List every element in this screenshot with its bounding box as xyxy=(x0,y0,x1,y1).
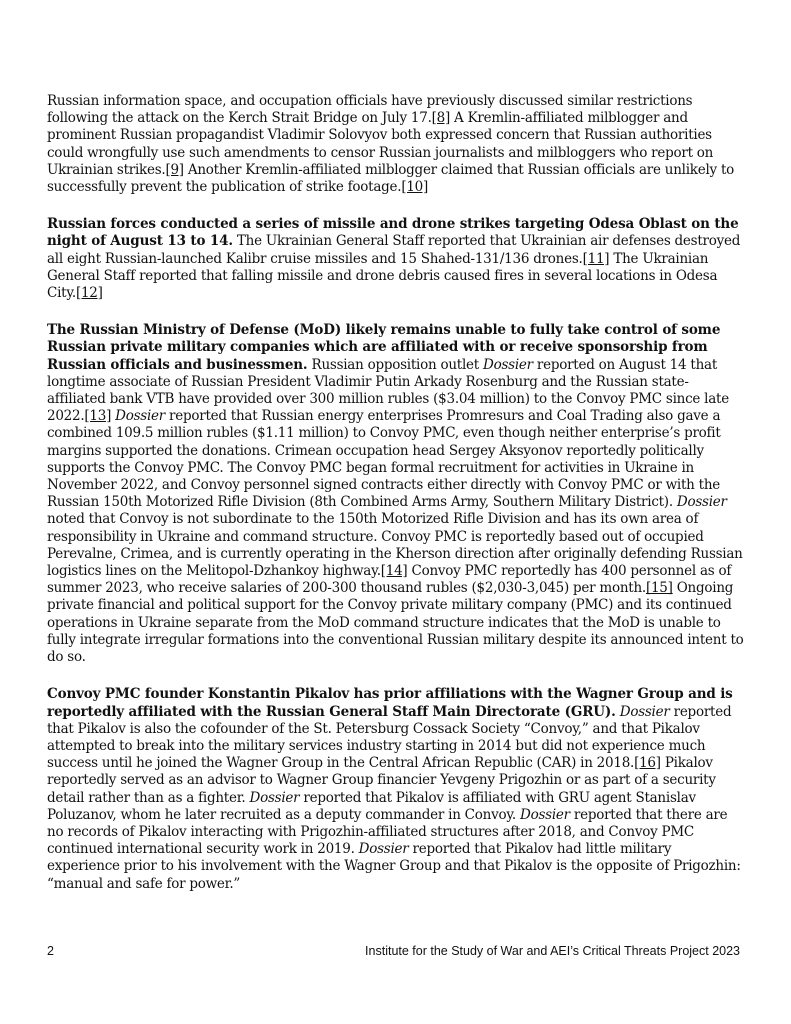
outlet-name: Dossier xyxy=(115,408,165,425)
paragraph-3-lead: The Russian Ministry of Defense (MoD) likely remains unable to fully take control of some Russian private military companies which are affiliated with or receive sponsorship from Russian officials and businessmen. xyxy=(47,322,721,373)
footer-source: Institute for the Study of War and AEI’s Critical Threats Project 2023 xyxy=(365,944,740,958)
footnote-link-14[interactable]: [14] xyxy=(380,563,408,580)
footnote-link-16[interactable]: [16] xyxy=(634,755,661,772)
paragraph-2: Russian forces conducted a series of missile and drone strikes targeting Odesa Oblast on the night of August 13 to 14. The Ukrainian General Staff reported that Ukrainian air defenses destroyed all eight Russian-launched Kalibr cruise missiles and 15 Shahed-131/136 drones.[11] The Ukrainian General Staff reported that falling missile and drone debris caused fires in several locations in Odesa City.[12] xyxy=(47,216,741,302)
outlet-name: Dossier xyxy=(676,494,727,511)
footnote-link-12[interactable]: [12] xyxy=(75,285,103,302)
footnote-link-15[interactable]: [15] xyxy=(645,580,673,597)
page-footer xyxy=(47,944,740,960)
footnote-link-10[interactable]: [10] xyxy=(401,179,429,196)
paragraph-1: Russian information space, and occupation officials have previously discussed similar restrictions following the attack on the Kerch Strait Bridge on July 17.[8] A Kremlin-affiliated milblogger and prominent Russian propagandist Vladimir Solovyov both expressed concern that Russian authorities could wrongfully use such amendments to censor Russian journalists and milbloggers who report on Ukrainian strikes.[9] Another Kremlin-affiliated milblogger claimed that Russian officials are unlikely to successfully prevent the publication of strike footage.[10] xyxy=(47,93,735,196)
footnote-link-8[interactable]: [8] xyxy=(431,110,451,127)
outlet-name: Dossier xyxy=(358,841,409,858)
outlet-name: Dossier xyxy=(249,789,300,806)
outlet-name: Dossier xyxy=(520,806,570,823)
paragraph-3: The Russian Ministry of Defense (MoD) likely remains unable to fully take control of some Russian private military companies which are affiliated with or receive sponsorship from Russian officials and businessmen. Russian opposition outlet Dossier reported on August 14 that longtime associate of Russian President Vladimir Putin Arkady Rosenburg and the Russian state-affiliated bank VTB have provided over 300 million rubles ($3.04 million) to the Convoy PMC since late 2022.[13] Dossier reported that Russian energy enterprises Promresurs and Coal Trading also gave a combined 109.5 million rubles ($1.11 million) to Convoy PMC, even though neither enterprise’s profit margins supported the donations. Crimean occupation head Sergey Aksyonov reportedly politically supports the Convoy PMC. The Convoy PMC began formal recruitment for activities in Ukraine in November 2022, and Convoy personnel signed contracts either directly with Convoy PMC or with the Russian 150th Motorized Rifle Division (8th Combined Arms Army, Southern Military District). Dossier noted that Convoy is not subordinate to the 150th Motorized Rifle Division and has its own area of responsibility in Ukraine and command structure. Convoy PMC is reportedly based out of occupied Perevalne, Crimea, and is currently operating in the Kherson direction after originally defending Russian logistics lines on the Melitopol-Dzhankoy highway.[14] Convoy PMC reportedly has 400 personnel as of summer 2023, who receive salaries of 200-300 thousand rubles ($2,030-3,045) per month.[15] Ongoing private financial and political support for the Convoy private military company (PMC) and its continued operations in Ukraine separate from the MoD command structure indicates that the MoD is unable to fully integrate irregular formations into the conventional Russian military despite its announced intent to do so. xyxy=(47,322,744,666)
paragraph-2-lead: Russian forces conducted a series of missile and drone strikes targeting Odesa Oblast on the night of August 13 to 14. xyxy=(47,216,739,250)
outlet-name: Dossier xyxy=(619,703,670,720)
footnote-link-9[interactable]: [9] xyxy=(165,161,184,178)
paragraph-4-lead: Convoy PMC founder Konstantin Pikalov has prior affiliations with the Wagner Group and is reportedly affiliated with the Russian General Staff Main Directorate (GRU). xyxy=(47,686,733,720)
outlet-name: Dossier xyxy=(483,356,533,373)
footnote-link-13[interactable]: [13] xyxy=(84,408,112,425)
paragraph-4: Convoy PMC founder Konstantin Pikalov has prior affiliations with the Wagner Group and is reportedly affiliated with the Russian General Staff Main Directorate (GRU). Dossier reported that Pikalov is also the cofounder of the St. Petersburg Cossack Society “Convoy,” and that Pikalov attempted to break into the military services industry starting in 2014 but did not experience much success until he joined the Wagner Group in the Central African Republic (CAR) in 2018.[16] Pikalov reportedly served as an advisor to Wagner Group financier Yevgeny Prigozhin or as part of a security detail rather than as a fighter. Dossier reported that Pikalov is affiliated with GRU agent Stanislav Poluzanov, whom he later recruited as a deputy commander in Convoy. Dossier reported that there are no records of Pikalov interacting with Prigozhin-affiliated structures after 2018, and Convoy PMC continued international security work in 2019. Dossier reported that Pikalov had little military experience prior to his involvement with the Wagner Group and that Pikalov is the opposite of Prigozhin: “manual and safe for power.” xyxy=(47,686,741,892)
footnote-link-11[interactable]: [11] xyxy=(582,250,610,267)
page-number: 2 xyxy=(47,944,54,958)
document-body xyxy=(47,93,747,913)
